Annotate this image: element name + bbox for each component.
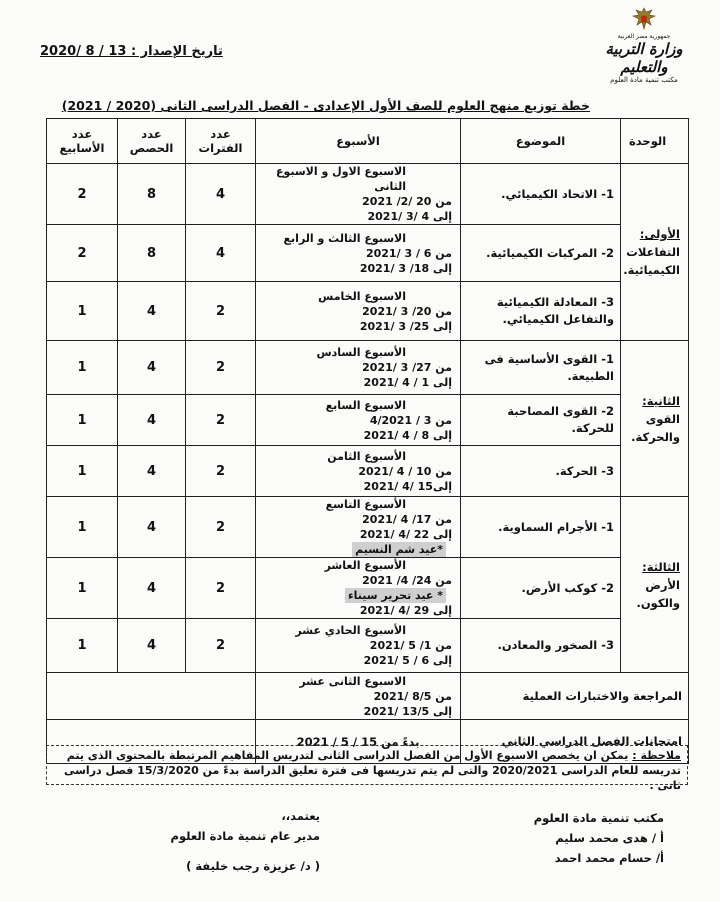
table-row (47, 164, 689, 225)
classes-cell: 4 (118, 497, 186, 558)
week-to: إلى 6 / 5 /2021 (363, 654, 452, 667)
unit-title: التفاعلات الكيميائية. (623, 245, 680, 277)
week-to-text: إلى 22 /4 /2021 (359, 528, 452, 541)
periods-cell: 2 (186, 341, 256, 395)
classes-cell: 8 (118, 164, 186, 225)
week-to: إلى 25/ 3 /2021 (359, 319, 452, 333)
unit-name: الأولى: (639, 227, 680, 241)
table-row (47, 558, 689, 619)
periods-cell: 2 (186, 395, 256, 446)
office-title: مكتب تنمية مادة العلوم (533, 811, 664, 825)
periods-cell: 2 (186, 446, 256, 497)
holiday-badge: *عيد شم النسيم (352, 542, 446, 557)
week-cell (256, 673, 461, 720)
office-name-1: أ / هدى محمد سليم (555, 831, 664, 845)
review-topic: المراجعة والاختبارات العملية (461, 673, 689, 720)
logo-ministry-line: وزارة التربية والتعليم (605, 40, 683, 76)
week-to: إلى 8 / 4 /2021 (363, 428, 452, 442)
week-from-text: من 24/ 4/ 2021 (362, 574, 452, 587)
periods-cell: 2 (186, 619, 256, 673)
table-row (47, 225, 689, 282)
topic-cell: 1- الأجرام السماوية. (461, 497, 621, 558)
header-classes: عدد الحصص (118, 119, 186, 164)
week-cell (256, 395, 461, 446)
empty-cell (47, 673, 256, 720)
week-from: من 10 / 4 /2021 (358, 464, 452, 478)
header-unit: الوحدة (621, 119, 689, 164)
week-from: من 17/ 4 /2021 (362, 513, 452, 526)
week-from: من 27/ 3 /2021 (362, 361, 452, 374)
ministry-logo (584, 6, 704, 86)
table-row (47, 497, 689, 558)
exams-start: بدءً من 15 / 5 / 2021 (256, 720, 461, 764)
week-title: الأسبوع الحادي عشر (295, 624, 406, 637)
week-cell (256, 225, 461, 282)
unit-cell-3 (621, 497, 689, 673)
week-cell (256, 619, 461, 673)
note-label: ملاحظة : (632, 749, 681, 762)
classes-cell: 4 (118, 558, 186, 619)
topic-cell: 2- القوى المصاحبة للحركة. (461, 395, 621, 446)
approve-name: ( د/ عزيزة رجب خليفة ) (186, 859, 320, 873)
office-signature (464, 808, 664, 868)
note-text: يمكن ان يخصص الاسبوع الأول من الفصل الدراسى الثانى لتدريس المفاهيم المرتبطة بالمحتوى الذى يتم تدريسه للعام الدراسى 2020/2021 والتى لم يتم تدريسها فى فترة تعليق الدراسة بدءً من 15/3/2020 فصل دراسى ثانى . (63, 749, 681, 792)
week-cell (256, 497, 461, 558)
week-title: الاسبوع الخامس (318, 289, 406, 303)
weeks-cell: 1 (47, 497, 118, 558)
periods-cell: 2 (186, 282, 256, 341)
topic-cell: 1- الاتحاد الكيميائي. (461, 164, 621, 225)
office-name-2: أ/ حسام محمد احمد (554, 851, 664, 865)
weeks-cell: 2 (47, 164, 118, 225)
topic-cell: 1- القوى الأساسية فى الطبيعة. (461, 341, 621, 395)
unit-name: الثالثة: (642, 559, 680, 574)
week-from: من 8/5 /2021 (373, 689, 452, 703)
holiday-badge: * عيد تحرير سيناء (345, 588, 446, 603)
weeks-cell: 2 (47, 225, 118, 282)
unit-name: الثانية: (642, 393, 680, 408)
week-cell (256, 558, 461, 619)
table-header-row (47, 119, 689, 164)
week-cell (256, 341, 461, 395)
table-row (47, 395, 689, 446)
logo-office-line: مكتب تنمية مادة العلوم (610, 76, 678, 84)
header-periods: عدد الفترات (186, 119, 256, 164)
week-from: من 20 /2/ 2021 (362, 195, 452, 208)
week-to: إلى 4 /3 /2021 (367, 210, 452, 223)
topic-cell: 2- المركبات الكيميائية. (461, 225, 621, 282)
week-from (262, 573, 454, 603)
weeks-cell: 1 (47, 619, 118, 673)
week-title: الاسبوع الثالث و الرابع (283, 231, 406, 245)
week-to: إلى 1 / 4 /2021 (363, 376, 452, 389)
weeks-cell: 1 (47, 395, 118, 446)
week-title: الاسبوع الاول و الاسبوع الثانى (275, 165, 406, 193)
periods-cell: 4 (186, 225, 256, 282)
week-title: الأسبوع الثامن (327, 449, 406, 463)
weeks-cell: 1 (47, 446, 118, 497)
unit-title: القوى والحركة. (631, 411, 680, 444)
classes-cell: 8 (118, 225, 186, 282)
approve-title: مدير عام تنمية مادة العلوم (170, 829, 320, 843)
table-row (47, 341, 689, 395)
unit-title: الأرض والكون. (636, 577, 680, 610)
week-to (262, 527, 454, 557)
week-title: الاسبوع السابع (325, 398, 406, 412)
exams-topic: امتحانات الفصل الدراسي الثاني (461, 720, 689, 764)
header-weeks: عدد الأسابيع (47, 119, 118, 164)
unit-cell-1 (621, 164, 689, 341)
week-cell (256, 282, 461, 341)
weeks-cell: 1 (47, 558, 118, 619)
week-title: الاسبوع الثانى عشر (299, 674, 406, 688)
week-title: الأسبوع التاسع (325, 498, 406, 511)
table-row (47, 446, 689, 497)
periods-cell: 2 (186, 497, 256, 558)
note-box (46, 745, 688, 792)
plan-title: خطة توزيع منهج العلوم للصف الأول الإعدادى - الفصل الدراسى الثانى (2020 / 2021) (61, 98, 590, 113)
curriculum-table (46, 118, 689, 764)
week-cell (256, 446, 461, 497)
issue-date: تاريخ الإصدار : 13 / 8 /2020 (40, 44, 223, 59)
review-row (47, 673, 689, 720)
classes-cell: 4 (118, 282, 186, 341)
classes-cell: 4 (118, 619, 186, 673)
eagle-emblem-icon (631, 6, 657, 32)
week-to: إلى15 /4 /2021 (363, 479, 452, 493)
approve-label: يعتمد،، (281, 809, 320, 823)
table-row (47, 619, 689, 673)
week-title: الأسبوع السادس (316, 346, 406, 359)
periods-cell: 4 (186, 164, 256, 225)
topic-cell: 3- المعادلة الكيميائية والتفاعل الكيميائي. (461, 282, 621, 341)
week-from: من 1/ 5 /2021 (369, 639, 452, 652)
week-from: من 6 / 3 /2021 (365, 246, 452, 260)
week-to: إلى 13/5 /2021 (363, 704, 452, 718)
table-row (47, 282, 689, 341)
approval-signature (90, 806, 320, 876)
week-cell (256, 164, 461, 225)
week-from: من 20/ 3 /2021 (362, 304, 452, 318)
header-week: الأسبوع (256, 119, 461, 164)
topic-cell: 2- كوكب الأرض. (461, 558, 621, 619)
week-from: من 3 / 4/2021 (369, 413, 452, 427)
weeks-cell: 1 (47, 282, 118, 341)
classes-cell: 4 (118, 341, 186, 395)
classes-cell: 4 (118, 446, 186, 497)
week-to: إلى 18/ 3 /2021 (359, 261, 452, 275)
topic-cell: 3- الحركة. (461, 446, 621, 497)
topic-cell: 3- الصخور والمعادن. (461, 619, 621, 673)
classes-cell: 4 (118, 395, 186, 446)
header-topic: الموضوع (461, 119, 621, 164)
week-to: إلى 29 /4 /2021 (359, 604, 452, 617)
unit-cell-2 (621, 341, 689, 497)
logo-country-line: جمهورية مصر العربية (617, 33, 671, 40)
week-title: الأسبوع العاشر (324, 559, 406, 572)
weeks-cell: 1 (47, 341, 118, 395)
periods-cell: 2 (186, 558, 256, 619)
